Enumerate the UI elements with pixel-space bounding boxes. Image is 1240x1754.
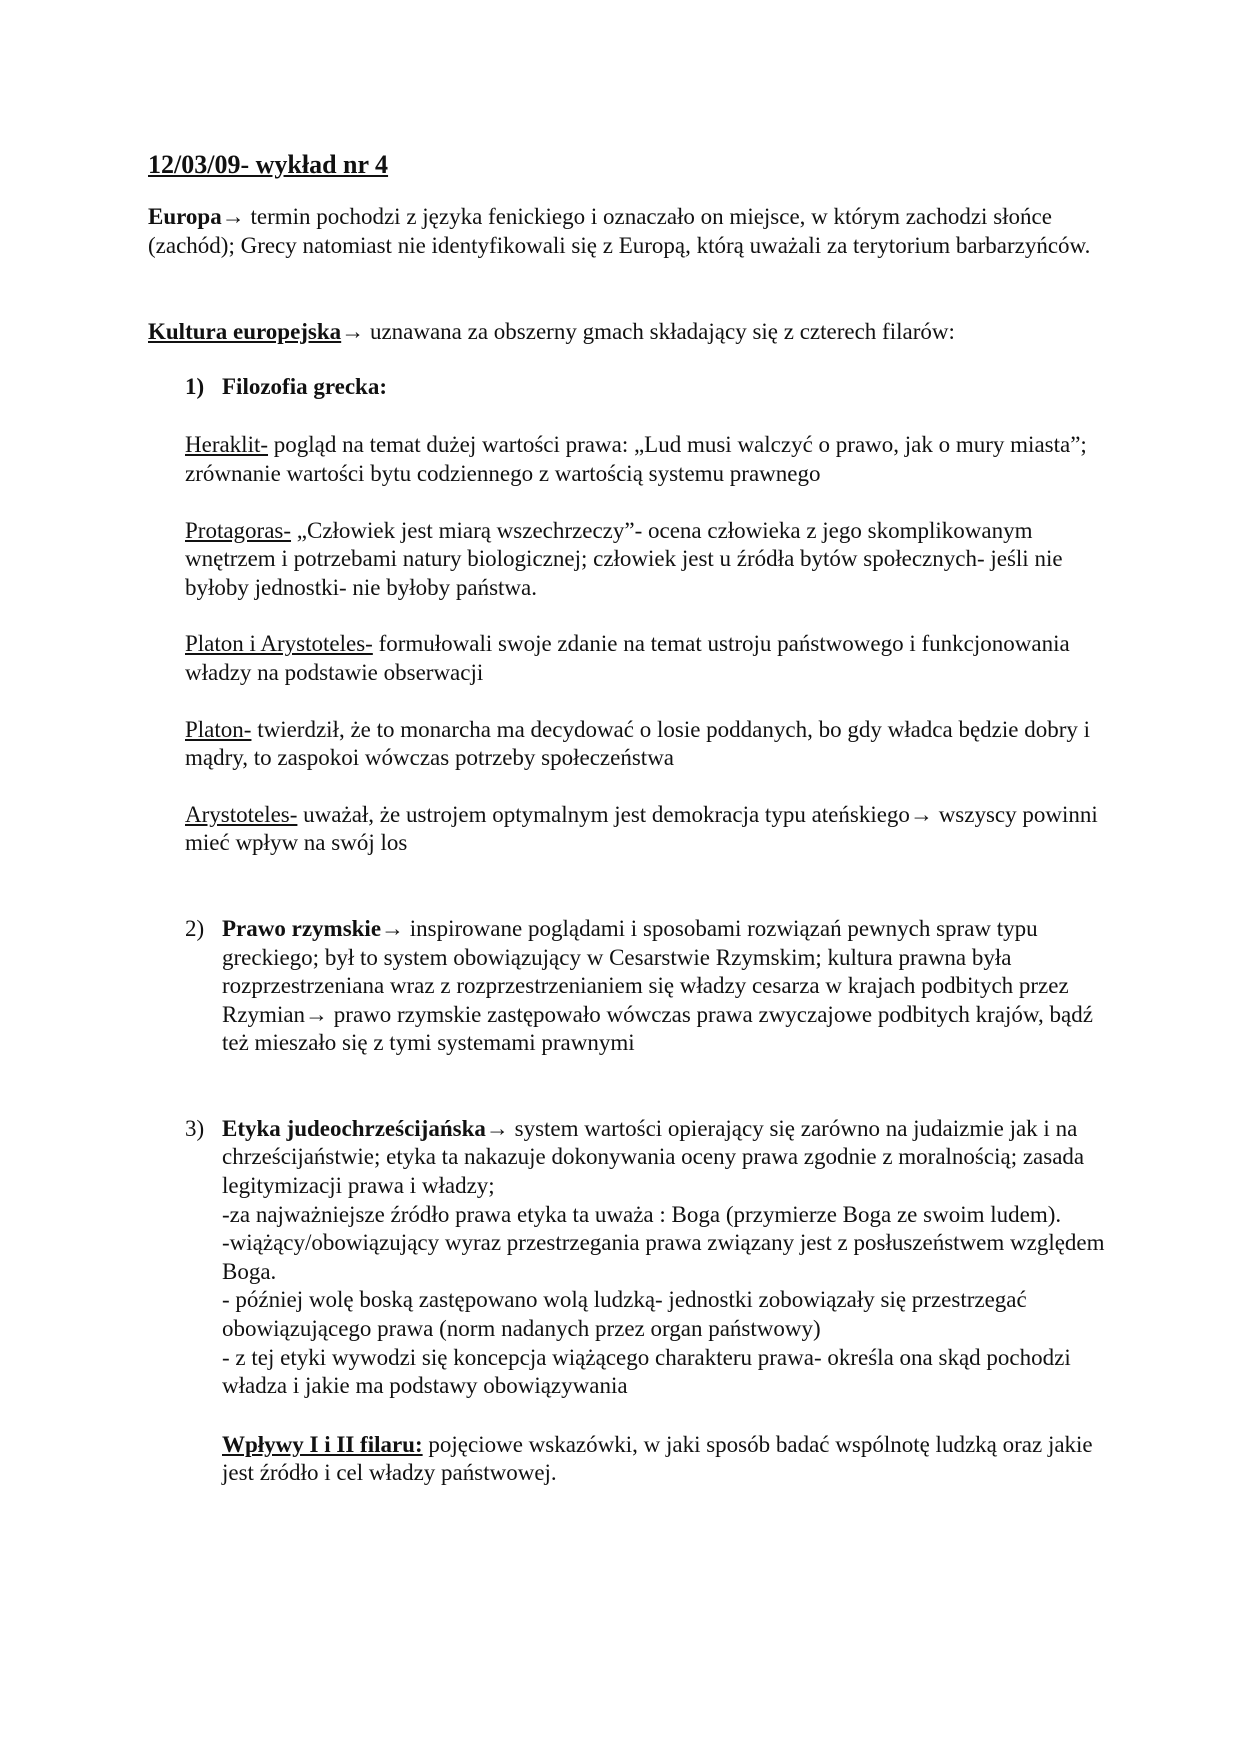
pillar-3-intro: [222, 1115, 1120, 1201]
pillar-3-title: Etyka judeochrześcijańska: [222, 1115, 486, 1141]
pillar-2-text-continued: prawo rzymskie zastępowało wówczas prawa zwyczajowe podbitych krajów, bądź też mieszało się z tymi systemami prawnymi: [222, 1001, 1093, 1056]
pillar-3-line: -wiążący/obowiązujący wyraz przestrzegania prawa związany jest z posłuszeństwem względem Boga.: [222, 1230, 1105, 1284]
philosopher-text: „Człowiek jest miarą wszechrzeczy”- ocena człowieka z jego skomplikowanym wnętrzem i potrzebami natury biologicznej; człowiek jest u źródła bytów społecznych- jeśli nie byłoby jednostki- nie byłoby państwa.: [185, 517, 1063, 600]
wplywy-text: pojęciowe wskazówki, w jaki sposób badać wspólnotę ludzką oraz jakie jest źródło i cel władzy państwowej.: [222, 1431, 1093, 1486]
pillar-3-text: system wartości opierający się zarówno na judaizmie jak i na chrześcijaństwie; etyka ta nakazuje dokonywania oceny prawa zgodnie z moralnością; zasada legitymizacji prawa i władzy;: [222, 1115, 1085, 1199]
philosopher-text: formułowali swoje zdanie na temat ustroju państwowego i funkcjonowania władzy na podstawie obserwacji: [185, 631, 1070, 685]
pillar-3: [148, 1115, 1120, 1488]
kultura-text: uznawana za obszerny gmach składający się z czterech filarów:: [364, 319, 955, 345]
philosopher-name: Platon i Arystoteles-: [185, 631, 373, 657]
pillar-3-line: -za najważniejsze źródło prawa etyka ta uważa : Boga (przymierze Boga ze swoim ludem).: [222, 1201, 1062, 1227]
philosopher-text-continued: wszyscy powinni mieć wpływ na swój los: [185, 801, 1098, 856]
arrow-icon: →: [909, 801, 933, 827]
pillar-2: [148, 915, 1120, 1058]
pillar-1: [148, 373, 1120, 858]
pillar-2-number: 2): [185, 915, 205, 941]
philosopher-name: Heraklit-: [185, 432, 269, 458]
philosopher-name: Protagoras-: [185, 517, 292, 543]
europa-term: Europa: [148, 204, 222, 229]
pillar-1-title: Filozofia grecka:: [222, 373, 387, 399]
arrow-icon: →: [381, 915, 405, 941]
europa-text: termin pochodzi z języka fenickiego i oznaczało on miejsce, w którym zachodzi słońce (zachód); Grecy natomiast nie identyfikowali się z Europą, którą uważali za terytorium barbarzyńców.: [148, 204, 1091, 258]
wplywy-spacer: [185, 1431, 222, 1488]
pillar-2-title: Prawo rzymskie: [222, 915, 382, 941]
philosopher-entry: [185, 431, 1120, 488]
philosopher-entry: [185, 630, 1120, 687]
pillar-3-line: - później wolę boską zastępowano wolą ludzką- jednostki zobowiązały się przestrzegać obowiązującego prawa (norm nadanych przez organ państwowy): [222, 1287, 1027, 1342]
philosopher-name: Arystoteles-: [185, 801, 298, 827]
pillar-1-number: 1): [185, 373, 205, 399]
pillar-2-text: inspirowane poglądami i sposobami rozwiązań pewnych spraw typu greckiego; był to system obowiązujący w Cesarstwie Rzymskim; kultura prawna była rozprzestrzeniana wraz z rozprzestrzenianiem się władzy cesarza w krajach podbitych przez Rzymian: [222, 915, 1069, 1027]
pillar-3-line: - z tej etyki wywodzi się koncepcja wiążącego charakteru prawa- określa ona skąd pochodzi władza i jakie ma podstawy obowiązywania: [222, 1344, 1071, 1399]
pillar-1-heading: [185, 373, 1120, 402]
page-title: 12/03/09- wykład nr 4: [148, 150, 389, 179]
europa-paragraph: [148, 203, 1120, 260]
philosopher-entry: [185, 517, 1120, 603]
wplywy-paragraph: [185, 1431, 1120, 1488]
philosopher-entry: [185, 801, 1120, 858]
arrow-icon: →: [485, 1115, 509, 1141]
arrow-icon: →: [341, 319, 365, 345]
philosopher-text: uważał, że ustrojem optymalnym jest demokracja typu ateńskiego: [297, 801, 910, 827]
pillar-3-number: 3): [185, 1115, 205, 1141]
arrow-icon: →: [305, 1001, 329, 1027]
pillar-2-item: [185, 915, 1120, 1058]
philosopher-entry: [185, 716, 1120, 773]
kultura-paragraph: [148, 318, 1120, 347]
wplywy-term: Wpływy I i II filaru:: [222, 1431, 423, 1457]
wplywy-body: [222, 1431, 1120, 1488]
philosopher-text: twierdził, że to monarcha ma decydować o losie poddanych, bo gdy władca będzie dobry i mądry, to zaspokoi wówczas potrzeby społeczeństwa: [185, 716, 1091, 771]
kultura-term: Kultura europejska: [148, 319, 342, 345]
philosopher-text: pogląd na temat dużej wartości prawa: „Lud musi walczyć o prawo, jak o mury miasta”; zrównanie wartości bytu codziennego z wartością systemu prawnego: [185, 432, 1087, 486]
pillar-3-item: [185, 1115, 1120, 1401]
pillar-3-body: [222, 1115, 1120, 1401]
arrow-icon: →: [221, 204, 245, 229]
pillar-2-body: [222, 915, 1120, 1058]
philosopher-name: Platon-: [185, 716, 252, 742]
